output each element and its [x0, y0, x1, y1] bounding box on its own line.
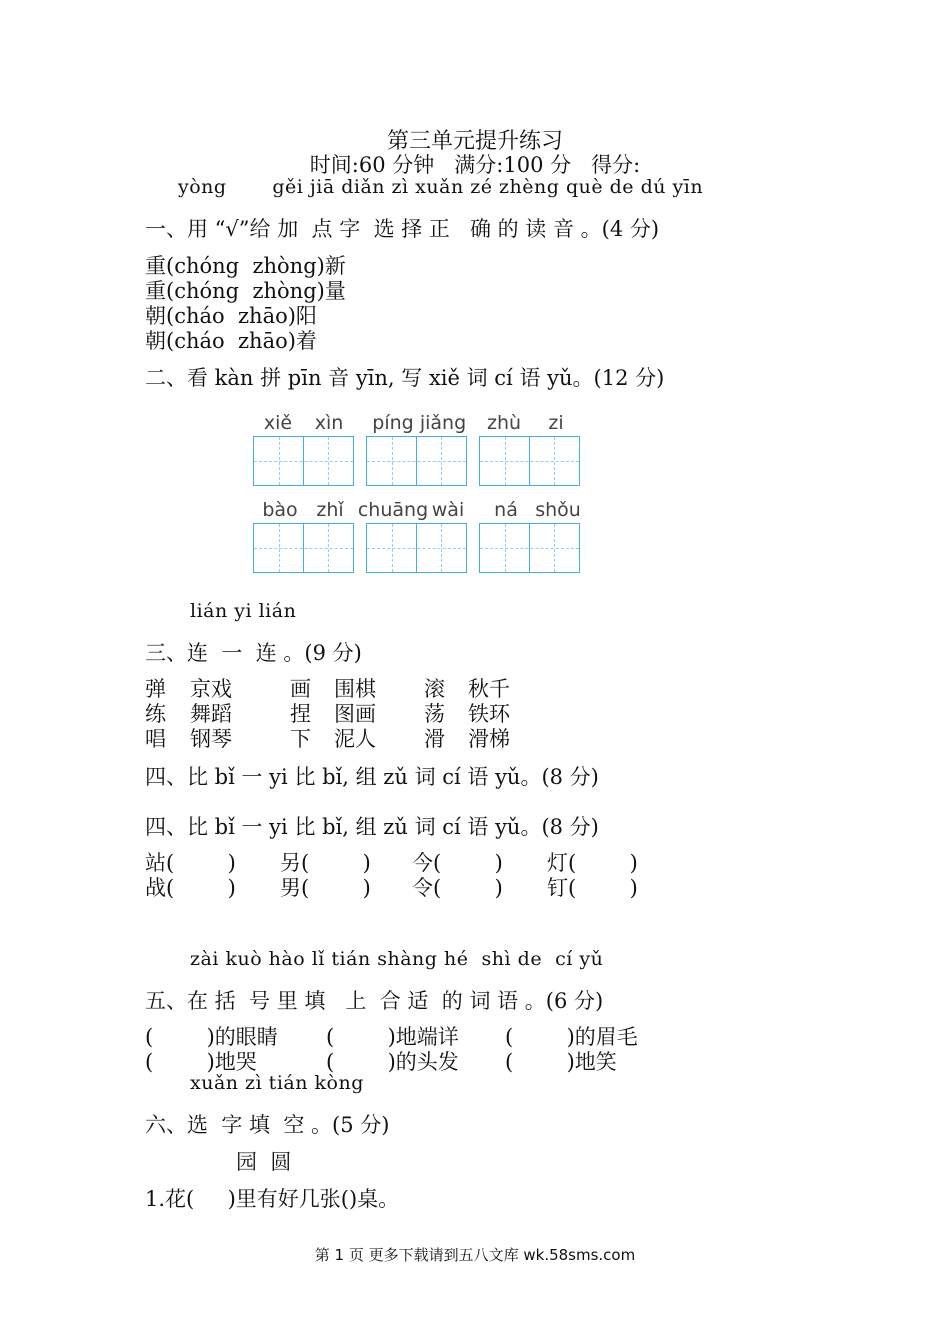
fill-blank[interactable]: ( )的眉毛	[505, 1025, 638, 1049]
match-word[interactable]: 练	[145, 702, 166, 726]
match-word[interactable]: 铁环	[468, 702, 510, 726]
word-group-blank[interactable]: 钉( )	[547, 876, 638, 900]
q1-line-2: 重(chóng zhòng)量	[145, 279, 346, 303]
q6-item-1[interactable]: 1.花( )里有好几张()桌。	[145, 1187, 400, 1211]
match-word[interactable]: 围棋	[334, 677, 376, 701]
word-group-blank[interactable]: 战( )	[145, 876, 236, 900]
q6-heading: 六、选 字 填 空 。(5 分)	[145, 1113, 390, 1137]
match-word[interactable]: 京戏	[190, 677, 232, 701]
q5-pinyin: zài kuò hào lǐ tián shàng hé shì de cí yǔ	[190, 948, 604, 970]
grid-label: bào	[262, 499, 298, 521]
writing-box[interactable]	[253, 523, 354, 573]
writing-box[interactable]	[479, 523, 580, 573]
q5-heading: 五、在 括 号 里 填 上 合 适 的 词 语 。(6 分)	[145, 989, 604, 1013]
grid-label: xìn	[314, 412, 344, 434]
q1-line-4: 朝(cháo zhāo)着	[145, 329, 317, 353]
writing-box[interactable]	[366, 436, 467, 486]
q3-heading: 三、连 一 连 。(9 分)	[145, 641, 362, 665]
q1-line-3: 朝(cháo zhāo)阳	[145, 304, 317, 328]
grid-label: wài	[431, 499, 465, 521]
match-word[interactable]: 滚	[424, 677, 445, 701]
match-word[interactable]: 捏	[290, 702, 311, 726]
grid-label: zi	[548, 412, 564, 434]
grid-label: chuāng	[357, 499, 429, 521]
grid-label: xiě	[263, 412, 293, 434]
grid-label: píng	[372, 412, 414, 434]
fill-blank[interactable]: ( )地端详	[326, 1025, 459, 1049]
match-word[interactable]: 滑	[424, 727, 445, 751]
word-group-blank[interactable]: 男( )	[280, 876, 371, 900]
word-group-blank[interactable]: 站( )	[145, 851, 236, 875]
match-word[interactable]: 下	[290, 727, 311, 751]
q4-heading-repeat: 四、比 bǐ 一 yi 比 bǐ, 组 zǔ 词 cí 语 yǔ。(8 分)	[145, 815, 599, 839]
match-word[interactable]: 弹	[145, 677, 166, 701]
page-footer: 第 1 页 更多下载请到五八文库 wk.58sms.com	[314, 1246, 636, 1264]
match-word[interactable]: 荡	[424, 702, 445, 726]
match-word[interactable]: 泥人	[334, 727, 376, 751]
word-group-blank[interactable]: 另( )	[280, 851, 371, 875]
grid-label: ná	[494, 499, 518, 521]
fill-blank[interactable]: ( )地笑	[505, 1050, 617, 1074]
q1-line-1: 重(chóng zhòng)新	[145, 254, 346, 278]
writing-box[interactable]	[366, 523, 467, 573]
q1-pinyin: yòng gěi jiā diǎn zì xuǎn zé zhèng què de dú yīn	[178, 176, 704, 198]
q2-heading: 二、看 kàn 拼 pīn 音 yīn, 写 xiě 词 cí 语 yǔ。(12 分)	[145, 366, 665, 390]
word-group-blank[interactable]: 灯( )	[547, 851, 638, 875]
writing-box[interactable]	[253, 436, 354, 486]
match-word[interactable]: 画	[290, 677, 311, 701]
grid-label: zhù	[486, 412, 522, 434]
exam-info: 时间:60 分钟 满分:100 分 得分:	[309, 153, 641, 177]
grid-label: zhǐ	[316, 499, 344, 521]
grid-label: jiǎng	[419, 412, 467, 434]
word-group-blank[interactable]: 令( )	[412, 876, 503, 900]
q6-choices: 园 圆	[236, 1150, 292, 1174]
writing-box[interactable]	[479, 436, 580, 486]
match-word[interactable]: 舞蹈	[190, 702, 232, 726]
match-word[interactable]: 滑梯	[468, 727, 510, 751]
q3-pinyin: lián yi lián	[190, 600, 297, 622]
fill-blank[interactable]: ( )的眼睛	[145, 1025, 278, 1049]
match-word[interactable]: 秋千	[468, 677, 510, 701]
grid-label: shǒu	[535, 499, 581, 521]
q1-heading: 一、用 “√”给 加 点 字 选 择 正 确 的 读 音 。(4 分)	[145, 217, 660, 241]
fill-blank[interactable]: ( )地哭	[145, 1050, 257, 1074]
q4-heading: 四、比 bǐ 一 yi 比 bǐ, 组 zǔ 词 cí 语 yǔ。(8 分)	[145, 765, 599, 789]
fill-blank[interactable]: ( )的头发	[326, 1050, 459, 1074]
q6-pinyin: xuǎn zì tián kòng	[190, 1072, 364, 1094]
match-word[interactable]: 图画	[334, 702, 376, 726]
word-group-blank[interactable]: 今( )	[412, 851, 503, 875]
page-title: 第三单元提升练习	[386, 129, 563, 154]
match-word[interactable]: 唱	[145, 727, 166, 751]
match-word[interactable]: 钢琴	[190, 727, 232, 751]
